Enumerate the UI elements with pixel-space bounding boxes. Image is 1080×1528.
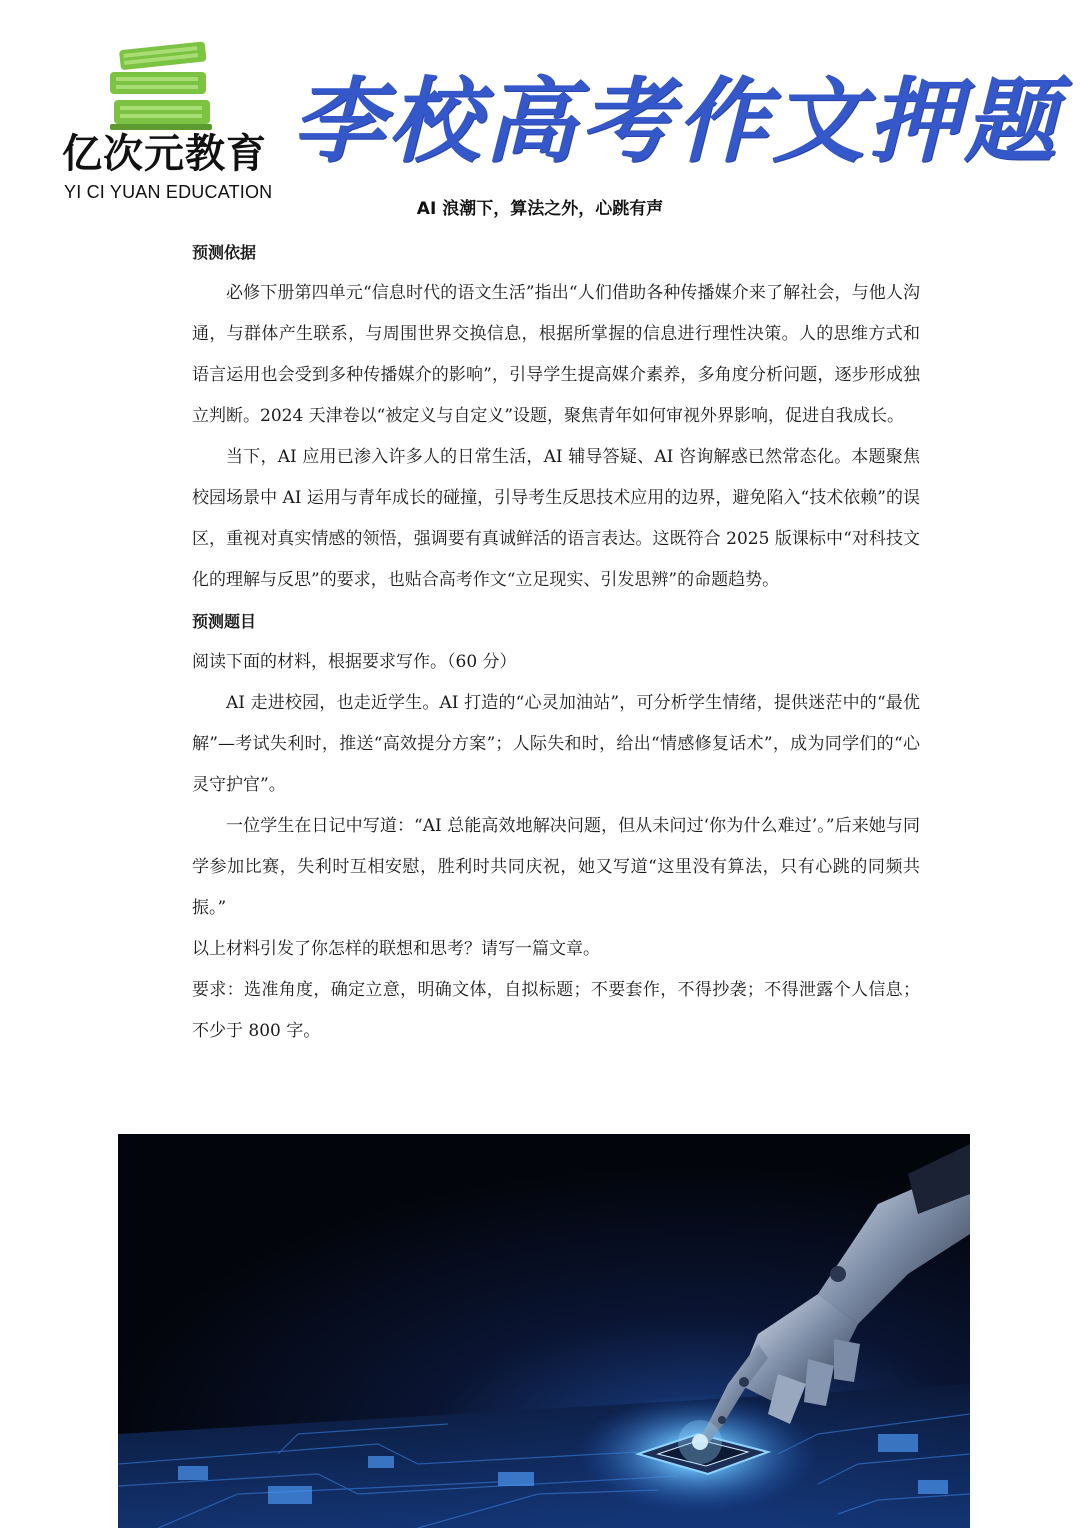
prompt-line: 阅读下面的材料，根据要求写作。（60 分）: [192, 652, 517, 672]
requirements-line: 要求：选准角度，确定立意，明确文体，自拟标题；不要套作，不得抄袭；不得泄露个人信息；不少于 800 字。: [192, 980, 920, 1041]
paragraph-basis-2: 当下，AI 应用已渗入许多人的日常生活，AI 辅导答疑、AI 咨询解惑已然常态化。本题聚焦校园场景中 AI 运用与青年成长的碰撞，引导考生反思技术应用的边界，避免陷入“技术依赖”的误区，重视对真实情感的领悟，强调要有真诚鲜活的语言表达。这既符合 2025 版课标中“对科技文化的理解与反思”的要求，也贴合高考作文“立足现实、引发思辨”的命题趋势。: [192, 447, 920, 590]
document-title: AI 浪潮下，算法之外，心跳有声: [416, 199, 664, 219]
robot-hand-touching-chip-image: [118, 1134, 970, 1528]
logo-chinese-name: 亿次元教育: [62, 131, 267, 177]
banner-title: 李校高考作文押题: [292, 67, 1061, 175]
material-paragraph-2: 一位学生在日记中写道：“AI 总能高效地解决问题，但从未问过‘你为什么难过’。”后来她与同学参加比赛，失利时互相安慰，胜利时共同庆祝，她又写道“这里没有算法，只有心跳的同频共振。”: [192, 816, 920, 918]
brand-logo: [62, 40, 273, 205]
section-heading-basis: 预测依据: [192, 243, 257, 262]
paragraph-basis-1: 必修下册第四单元“信息时代的语文生活”指出“人们借助各种传播媒介来了解社会，与他人沟通，与群体产生联系，与周围世界交换信息，根据所掌握的信息进行理性决策。人的思维方式和语言运用也会受到多种传播媒介的影响”，引导学生提高媒介素养，多角度分析问题，逐步形成独立判断。2024 天津卷以“被定义与自定义”设题，聚焦青年如何审视外界影响，促进自我成长。: [192, 283, 920, 426]
material-paragraph-1: AI 走进校园，也走近学生。AI 打造的“心灵加油站”，可分析学生情绪，提供迷茫中的“最优解”—考试失利时，推送“高效提分方案”；人际失和时，给出“情感修复话术”，成为同学们的“心灵守护官”。: [192, 693, 920, 795]
page-header: [0, 0, 1080, 200]
stacked-books-icon: [106, 40, 216, 135]
document-body: [192, 232, 920, 1052]
logo-english-name: YI CI YUAN EDUCATION: [64, 182, 273, 202]
robot-hand-illustration: [118, 1134, 970, 1528]
question-line: 以上材料引发了你怎样的联想和思考？请写一篇文章。: [192, 939, 600, 959]
section-heading-topic: 预测题目: [192, 612, 257, 631]
